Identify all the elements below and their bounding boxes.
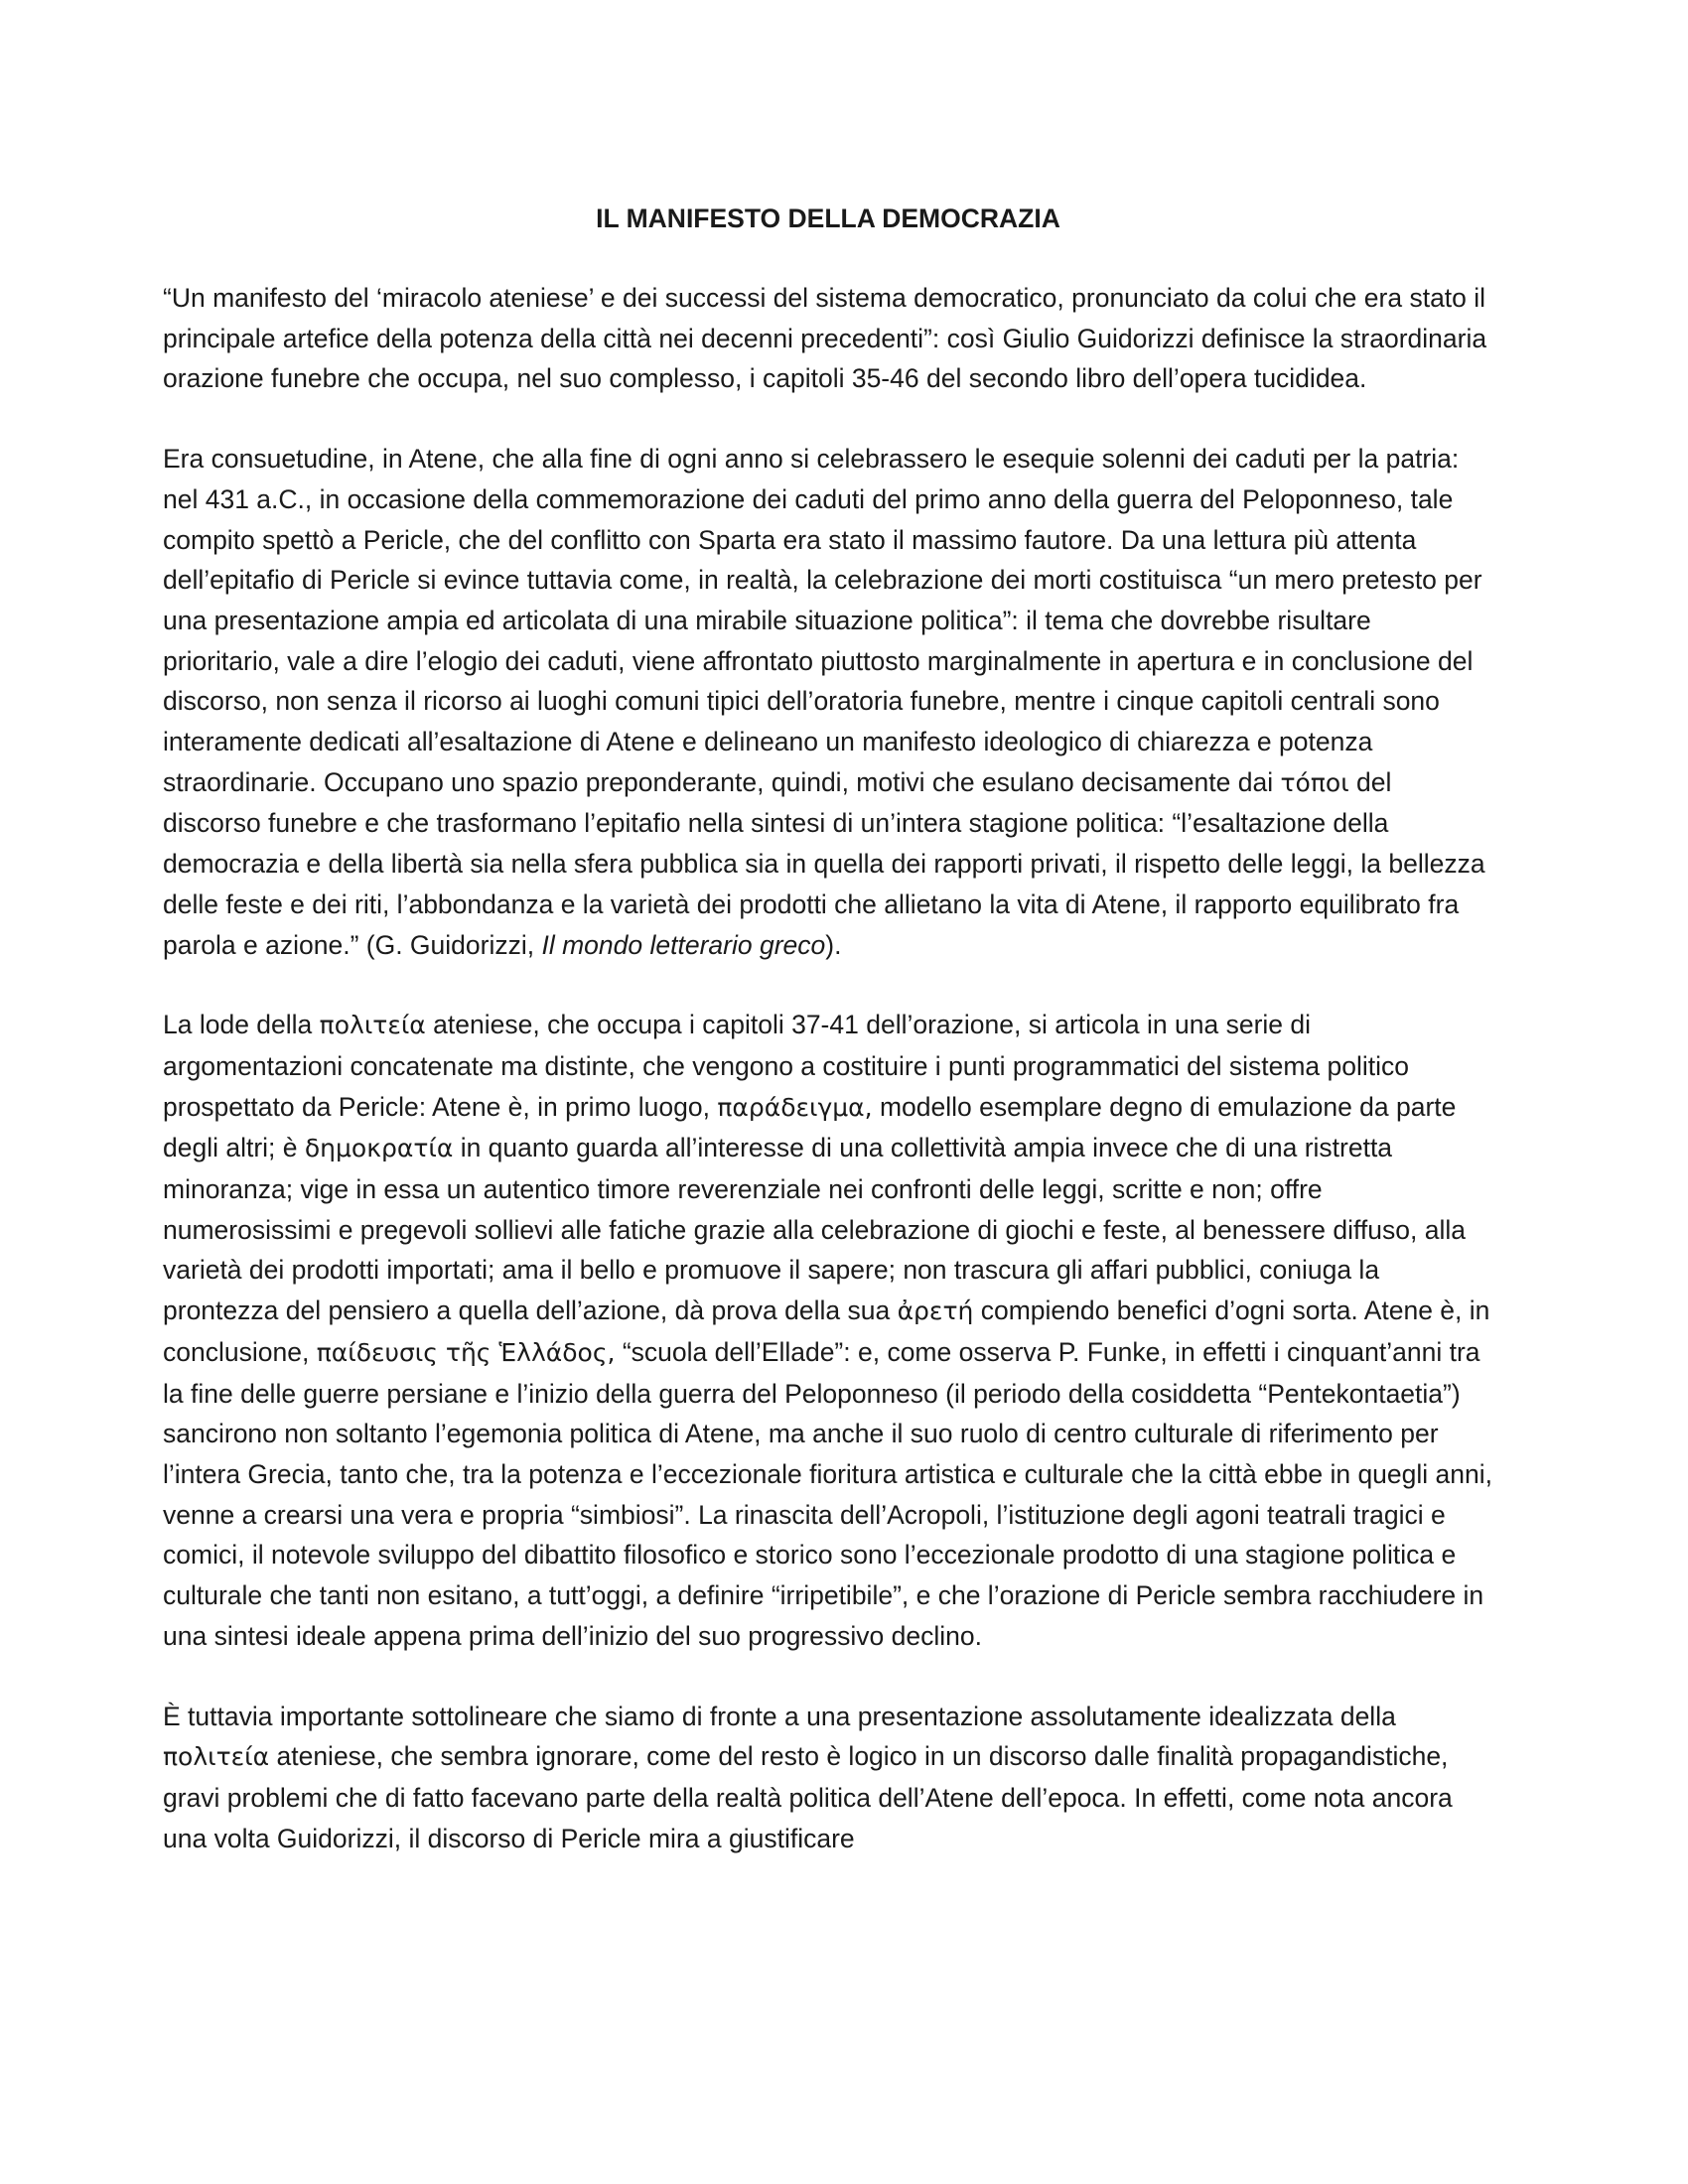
paragraph-4-text-b: ateniese, che sembra ignorare, come del resto è logico in un discorso dalle finalità propagandistiche, gravi problemi che di fatto facevano parte della realtà politica dell’Atene dell’epoca. In effetti, come nota ancora una volta Guidorizzi, il discorso di Pericle mira a giustificare xyxy=(163,1741,1453,1853)
paragraph-2-text-b: del discorso funebre e che trasformano l’epitafio nella sintesi di un’intera stagione politica: “l’esaltazione della democrazia e della libertà sia nella sfera pubblica sia in quella dei rapporti privati, il rispetto delle leggi, la bellezza delle feste e dei riti, l’abbondanza e la varietà dei prodotti che allietano la vita di Atene, il rapporto equilibrato fra parola e azione.” (G. Guidorizzi, xyxy=(163,766,1485,960)
paragraph-3 xyxy=(163,1005,1493,1656)
book-title: Il mondo letterario greco xyxy=(541,929,826,960)
paragraph-4-text-a: È tuttavia importante sottolineare che siamo di fronte a una presentazione assolutamente idealizzata della xyxy=(163,1701,1396,1731)
paragraph-1-text: “Un manifesto del ‘miracolo ateniese’ e dei successi del sistema democratico, pronunciato da colui che era stato il principale artefice della potenza della città nei decenni precedenti”: così Giulio Guidorizzi definisce la straordinaria orazione funebre che occupa, nel suo complesso, i capitoli 35-46 del secondo libro dell’opera tucididea. xyxy=(163,283,1487,394)
document-body xyxy=(163,199,1493,1898)
paragraph-4 xyxy=(163,1697,1493,1859)
paragraph-3-text-c: modello esemplare degno di emulazione da parte degli altri; è xyxy=(163,1091,1457,1163)
paragraph-1 xyxy=(163,278,1493,399)
greek-term-politeia-2: πολιτεία xyxy=(163,1742,270,1772)
greek-term-demokratia: δημοκρατία xyxy=(304,1134,454,1163)
paragraph-2-text-a: Era consuetudine, in Atene, che alla fine di ogni anno si celebrassero le esequie solenni dei caduti per la patria: nel 431 a.C., in occasione della commemorazione dei caduti del primo anno della guerra del Peloponneso, tale compito spettò a Pericle, che del conflitto con Sparta era stato il massimo fautore. Da una lettura più attenta dell’epitafio di Pericle si evince tuttavia come, in realtà, la celebrazione dei morti costituisca “un mero pretesto per una presentazione ampia ed articolata di una mirabile situazione politica”: il tema che dovrebbe risultare prioritario, vale a dire l’elogio dei caduti, viene affrontato piuttosto marginalmente in apertura e in conclusione del discorso, non senza il ricorso ai luoghi comuni tipici dell’oratoria funebre, mentre i cinque capitoli centrali sono interamente dedicati all’esaltazione di Atene e delineano un manifesto ideologico di chiarezza e potenza straordinarie. Occupano uno spazio preponderante, quindi, motivi che esulano decisamente dai xyxy=(163,444,1482,797)
greek-term-politeia: πολιτεία xyxy=(319,1011,426,1040)
greek-term-topoi: τόποι xyxy=(1280,767,1349,797)
paragraph-3-text-e: compiendo benefici d’ogni sorta. Atene è, in conclusione, xyxy=(163,1296,1490,1367)
paragraph-2-text-c: ). xyxy=(825,929,842,960)
greek-term-paideusis: παίδευσις τῆς Ἑλλάδος, xyxy=(316,1337,616,1367)
paragraph-3-text-b: ateniese, che occupa i capitoli 37-41 dell’orazione, si articola in una serie di argomentazioni concatenate ma distinte, che vengono a costituire i punti programmatici del sistema politico prospettato da Pericle: Atene è, in primo luogo, xyxy=(163,1010,1409,1122)
paragraph-2 xyxy=(163,439,1493,965)
paragraph-3-text-f: “scuola dell’Ellade”: e, come osserva P. Funke, in effetti i cinquant’anni tra la fine delle guerre persiane e l’inizio della guerra del Peloponneso (il periodo della cosiddetta “Pentekontaetia”) sancirono non soltanto l’egemonia politica di Atene, ma anche il suo ruolo di centro culturale di riferimento per l’intera Grecia, tanto che, tra la potenza e l’eccezionale fioritura artistica e culturale che la città ebbe in quegli anni, venne a crearsi una vera e propria “simbiosi”. La rinascita dell’Acropoli, l’istituzione degli agoni teatrali tragici e comici, il notevole sviluppo del dibattito filosofico e storico sono l’eccezionale prodotto di una stagione politica e culturale che tanti non esitano, a tutt’oggi, a definire “irripetibile”, e che l’orazione di Pericle sembra racchiudere in una sintesi ideale appena prima dell’inizio del suo progressivo declino. xyxy=(163,1336,1493,1651)
paragraph-3-text-d: in quanto guarda all’interesse di una collettività ampia invece che di una ristretta minoranza; vige in essa un autentico timore reverenziale nei confronti delle leggi, scritte e non; offre numerosissimi e pregevoli sollievi alle fatiche grazie alla celebrazione di giochi e feste, al benessere diffuso, alla varietà dei prodotti importati; ama il bello e promuove il sapere; non trascura gli affari pubblici, coniuga la prontezza del pensiero a quella dell’azione, dà prova della sua xyxy=(163,1133,1466,1326)
paragraph-3-text-a: La lode della xyxy=(163,1010,313,1040)
greek-term-arete: ἀρετή xyxy=(897,1297,974,1326)
greek-term-paradeigma: παράδειγμα, xyxy=(717,1092,873,1122)
document-title: IL MANIFESTO DELLA DEMOCRAZIA xyxy=(596,204,1060,233)
